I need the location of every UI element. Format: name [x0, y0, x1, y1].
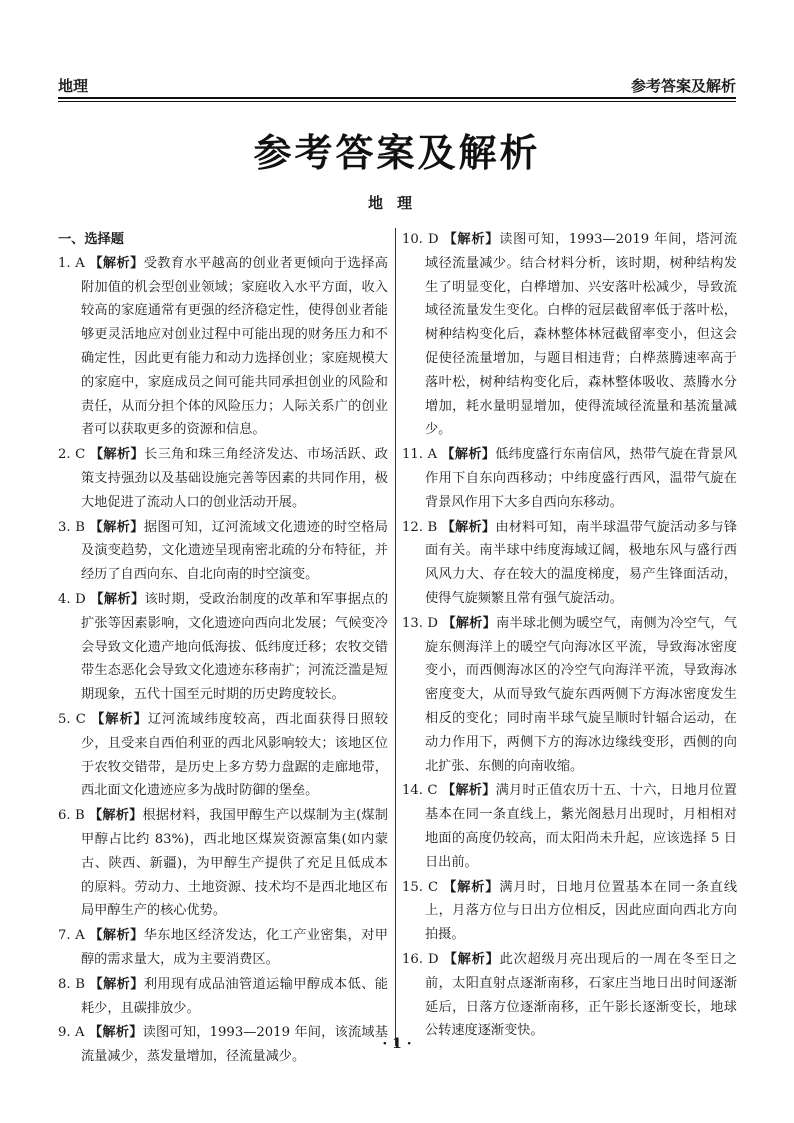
- analysis-text: 低纬度盛行东南信风，热带气旋在背景风作用下自东向西移动；中纬度盛行西风，温带气旋在背景风作用下大多自西向东移动。: [425, 447, 737, 510]
- page-header: [58, 74, 736, 96]
- answer-number: 3.: [58, 519, 71, 535]
- header-rule-thick: [58, 97, 736, 99]
- answer-number: 11.: [402, 447, 423, 463]
- analysis-text: 满月时，日地月位置基本在同一条直线上，月落方位与日出方位相反，因此应面向西北方向拍摄。: [425, 879, 738, 943]
- answer-number: 10.: [402, 232, 423, 247]
- answer-item: [402, 228, 737, 442]
- analysis-tag: 【解析】: [443, 951, 500, 967]
- answer-choice: A: [75, 1025, 85, 1041]
- analysis-text: 长三角和珠三角经济发达、市场活跃、政策支持强劲以及基础设施完善等因素的共同作用，极大地促进了流动人口的创业活动开展。: [81, 447, 388, 510]
- analysis-tag: 【解析】: [443, 879, 500, 895]
- analysis-text: 读图可知，1993—2019 年间，塔河流域径流量减少。结合材料分析，该时期，树种结构发生了明显变化，白桦增加、兴安落叶松减少，导致流域径流量发生变化。白桦的冠层截留率低于落叶松，树种结构变化后，森林整体林冠截留率变小，但这会促使径流量增加，与题目相违背；白桦蒸腾速率高于落叶松，树种结构变化后，森林整体吸收、蒸腾水分增加，耗水量明显增加，使得流域径流量和基流量减少。: [425, 232, 738, 438]
- analysis-text: 据图可知，辽河流域文化遗迹的时空格局及演变趋势，文化遗迹呈现南密北疏的分布特征，并经历了自西向东、自北向南的时空演变。: [81, 519, 388, 583]
- answer-item: [58, 973, 388, 1021]
- answer-item: [58, 252, 388, 442]
- answer-choice: B: [75, 976, 85, 992]
- analysis-text: 华东地区经济发达，化工产业密集，对甲醇的需求量大，成为主要消费区。: [81, 928, 388, 967]
- answer-item: [58, 804, 388, 923]
- analysis-text: 该时期，受政治制度的改革和军事据点的扩张等因素影响，文化遗迹向西向北发展；气候变冷会导致文化遗产地向低海拔、低纬度迁移；农牧交错带生态恶化会导致文化遗迹东移南扩；河流泛滥是短期现象，五代十国至元时期的历史跨度较长。: [81, 591, 389, 703]
- answer-choice: A: [75, 255, 85, 271]
- answer-item: [58, 708, 388, 803]
- analysis-tag: 【解析】: [88, 1025, 143, 1041]
- header-rule-thin: [58, 101, 736, 102]
- answer-item: [58, 588, 388, 707]
- answer-item: [58, 924, 388, 972]
- analysis-text: 辽河流域纬度较高，西北面获得日照较少，且受来自西伯利亚的西北风影响较大；该地区位于农牧交错带，是历史上多方势力盘踞的走廊地带，西北面文化遗迹应多为战时防御的堡垒。: [81, 711, 389, 799]
- answer-item: [402, 612, 737, 779]
- answer-number: 13.: [402, 615, 423, 631]
- analysis-tag: 【解析】: [89, 519, 144, 535]
- answer-number: 5.: [58, 711, 71, 727]
- analysis-text: 此次超级月亮出现后的一周在冬至日之前，太阳直射点逐渐南移，石家庄当地日出时间逐渐延后，日落方位逐渐南移，正午影长逐渐变长，地球公转速度逐渐变快。: [425, 951, 737, 1039]
- answer-number: 6.: [58, 808, 71, 824]
- analysis-text: 南半球北侧为暖空气，南侧为冷空气，气旋东侧海洋上的暖空气向海冰区平流，导致海冰密度变小，而西侧海冰区的冷空气向海洋平流，导致海冰密度变大，从而导致气旋东西两侧下方海冰密度发生相反的变化；同时南半球气旋呈顺时针辐合运动，在动力作用下，两侧下方的海冰边缘线变形，西侧的向北扩张、东侧的向南收缩。: [425, 615, 737, 774]
- answer-number: 1.: [58, 255, 71, 271]
- analysis-tag: 【解析】: [443, 232, 500, 247]
- answer-choice: C: [428, 879, 439, 895]
- answer-choice: A: [427, 447, 437, 463]
- answer-number: 15.: [402, 879, 423, 895]
- analysis-text: 根据材料，我国甲醇生产以煤制为主(煤制甲醇占比约 83%)，西北地区煤炭资源富集(如内蒙古、陕西、新疆)，为甲醇生产提供了充足且低成本的原料。劳动力、土地资源、技术均不是西北地区布局甲醇生产的核心优势。: [81, 808, 388, 919]
- analysis-text: 满月时正值农历十五、十六，日地月位置基本在同一条直线上，紫光阁悬月出现时，月相相对地面的高度仍较高，而太阳尚未升起，应该选择 5 日日出前。: [425, 783, 737, 870]
- answer-list-left: [58, 252, 388, 1069]
- analysis-text: 利用现有成品油管道运输甲醇成本低、能耗少，且碳排放少。: [81, 976, 388, 1016]
- section-heading: 一、选择题: [58, 232, 124, 247]
- answer-number: 7.: [58, 928, 71, 944]
- header-subject: 地理: [58, 77, 89, 95]
- answer-choice: C: [75, 711, 86, 727]
- analysis-tag: 【解析】: [441, 519, 496, 535]
- analysis-text: 受教育水平越高的创业者更倾向于选择高附加值的机会型创业领域；家庭收入水平方面，收入较高的家庭通常有更强的经济稳定性，使得创业者能够更灵活地应对创业过程中可能出现的财务压力和不确定性，因此更有能力和动力选择创业；家庭规模大的家庭中，家庭成员之间可能共同承担创业的风险和责任，从而分担个体的风险压力；人际关系广的创业者可以获取更多的资源和信息。: [81, 255, 388, 438]
- answer-list-right: [402, 228, 737, 1043]
- page-number: · 1 ·: [382, 1036, 412, 1052]
- left-column: [58, 228, 388, 1070]
- answer-item: [58, 516, 388, 587]
- subject-heading: 地理: [367, 194, 426, 212]
- answer-choice: B: [74, 808, 85, 824]
- analysis-tag: 【解析】: [90, 591, 145, 607]
- column-divider: [395, 228, 396, 1046]
- answer-item: [402, 876, 737, 947]
- header-section-title: 参考答案及解析: [630, 77, 736, 95]
- answer-number: 2.: [58, 447, 71, 463]
- answer-item: [58, 443, 388, 514]
- answer-item: [402, 516, 737, 611]
- right-column: [402, 228, 737, 1044]
- analysis-tag: 【解析】: [441, 447, 496, 463]
- answer-choice: C: [427, 783, 438, 799]
- answer-choice: D: [427, 232, 439, 247]
- analysis-tag: 【解析】: [89, 808, 143, 824]
- analysis-tag: 【解析】: [442, 615, 496, 631]
- analysis-tag: 【解析】: [89, 447, 145, 463]
- answer-item: [402, 779, 737, 874]
- analysis-text: 由材料可知，南半球温带气旋活动多与锋面有关。南半球中纬度海域辽阔，极地东风与盛行西风风力大、存在较大的温度梯度，易产生锋面活动，使得气旋频繁且常有强气旋活动。: [425, 519, 738, 606]
- analysis-tag: 【解析】: [89, 255, 144, 271]
- answer-choice: B: [427, 519, 438, 535]
- answer-item: [402, 443, 737, 514]
- answer-choice: D: [427, 615, 438, 631]
- answer-choice: D: [428, 951, 439, 967]
- analysis-tag: 【解析】: [91, 711, 148, 727]
- answer-number: 8.: [58, 976, 71, 992]
- answer-choice: A: [75, 928, 85, 944]
- answer-number: 16.: [402, 951, 423, 967]
- analysis-text: 读图可知，1993—2019 年间，该流域基流量减少，蒸发量增加，径流量减少。: [81, 1025, 388, 1065]
- analysis-tag: 【解析】: [89, 928, 144, 944]
- answer-number: 14.: [402, 783, 423, 799]
- answer-choice: B: [75, 519, 85, 535]
- answer-choice: C: [75, 447, 86, 463]
- answer-choice: D: [75, 591, 86, 607]
- answer-number: 12.: [402, 519, 423, 535]
- answer-number: 9.: [58, 1025, 71, 1041]
- page-title: 参考答案及解析: [253, 131, 541, 175]
- answer-number: 4.: [58, 591, 71, 607]
- answer-item: [402, 948, 737, 1043]
- analysis-tag: 【解析】: [89, 976, 144, 992]
- analysis-tag: 【解析】: [441, 783, 496, 799]
